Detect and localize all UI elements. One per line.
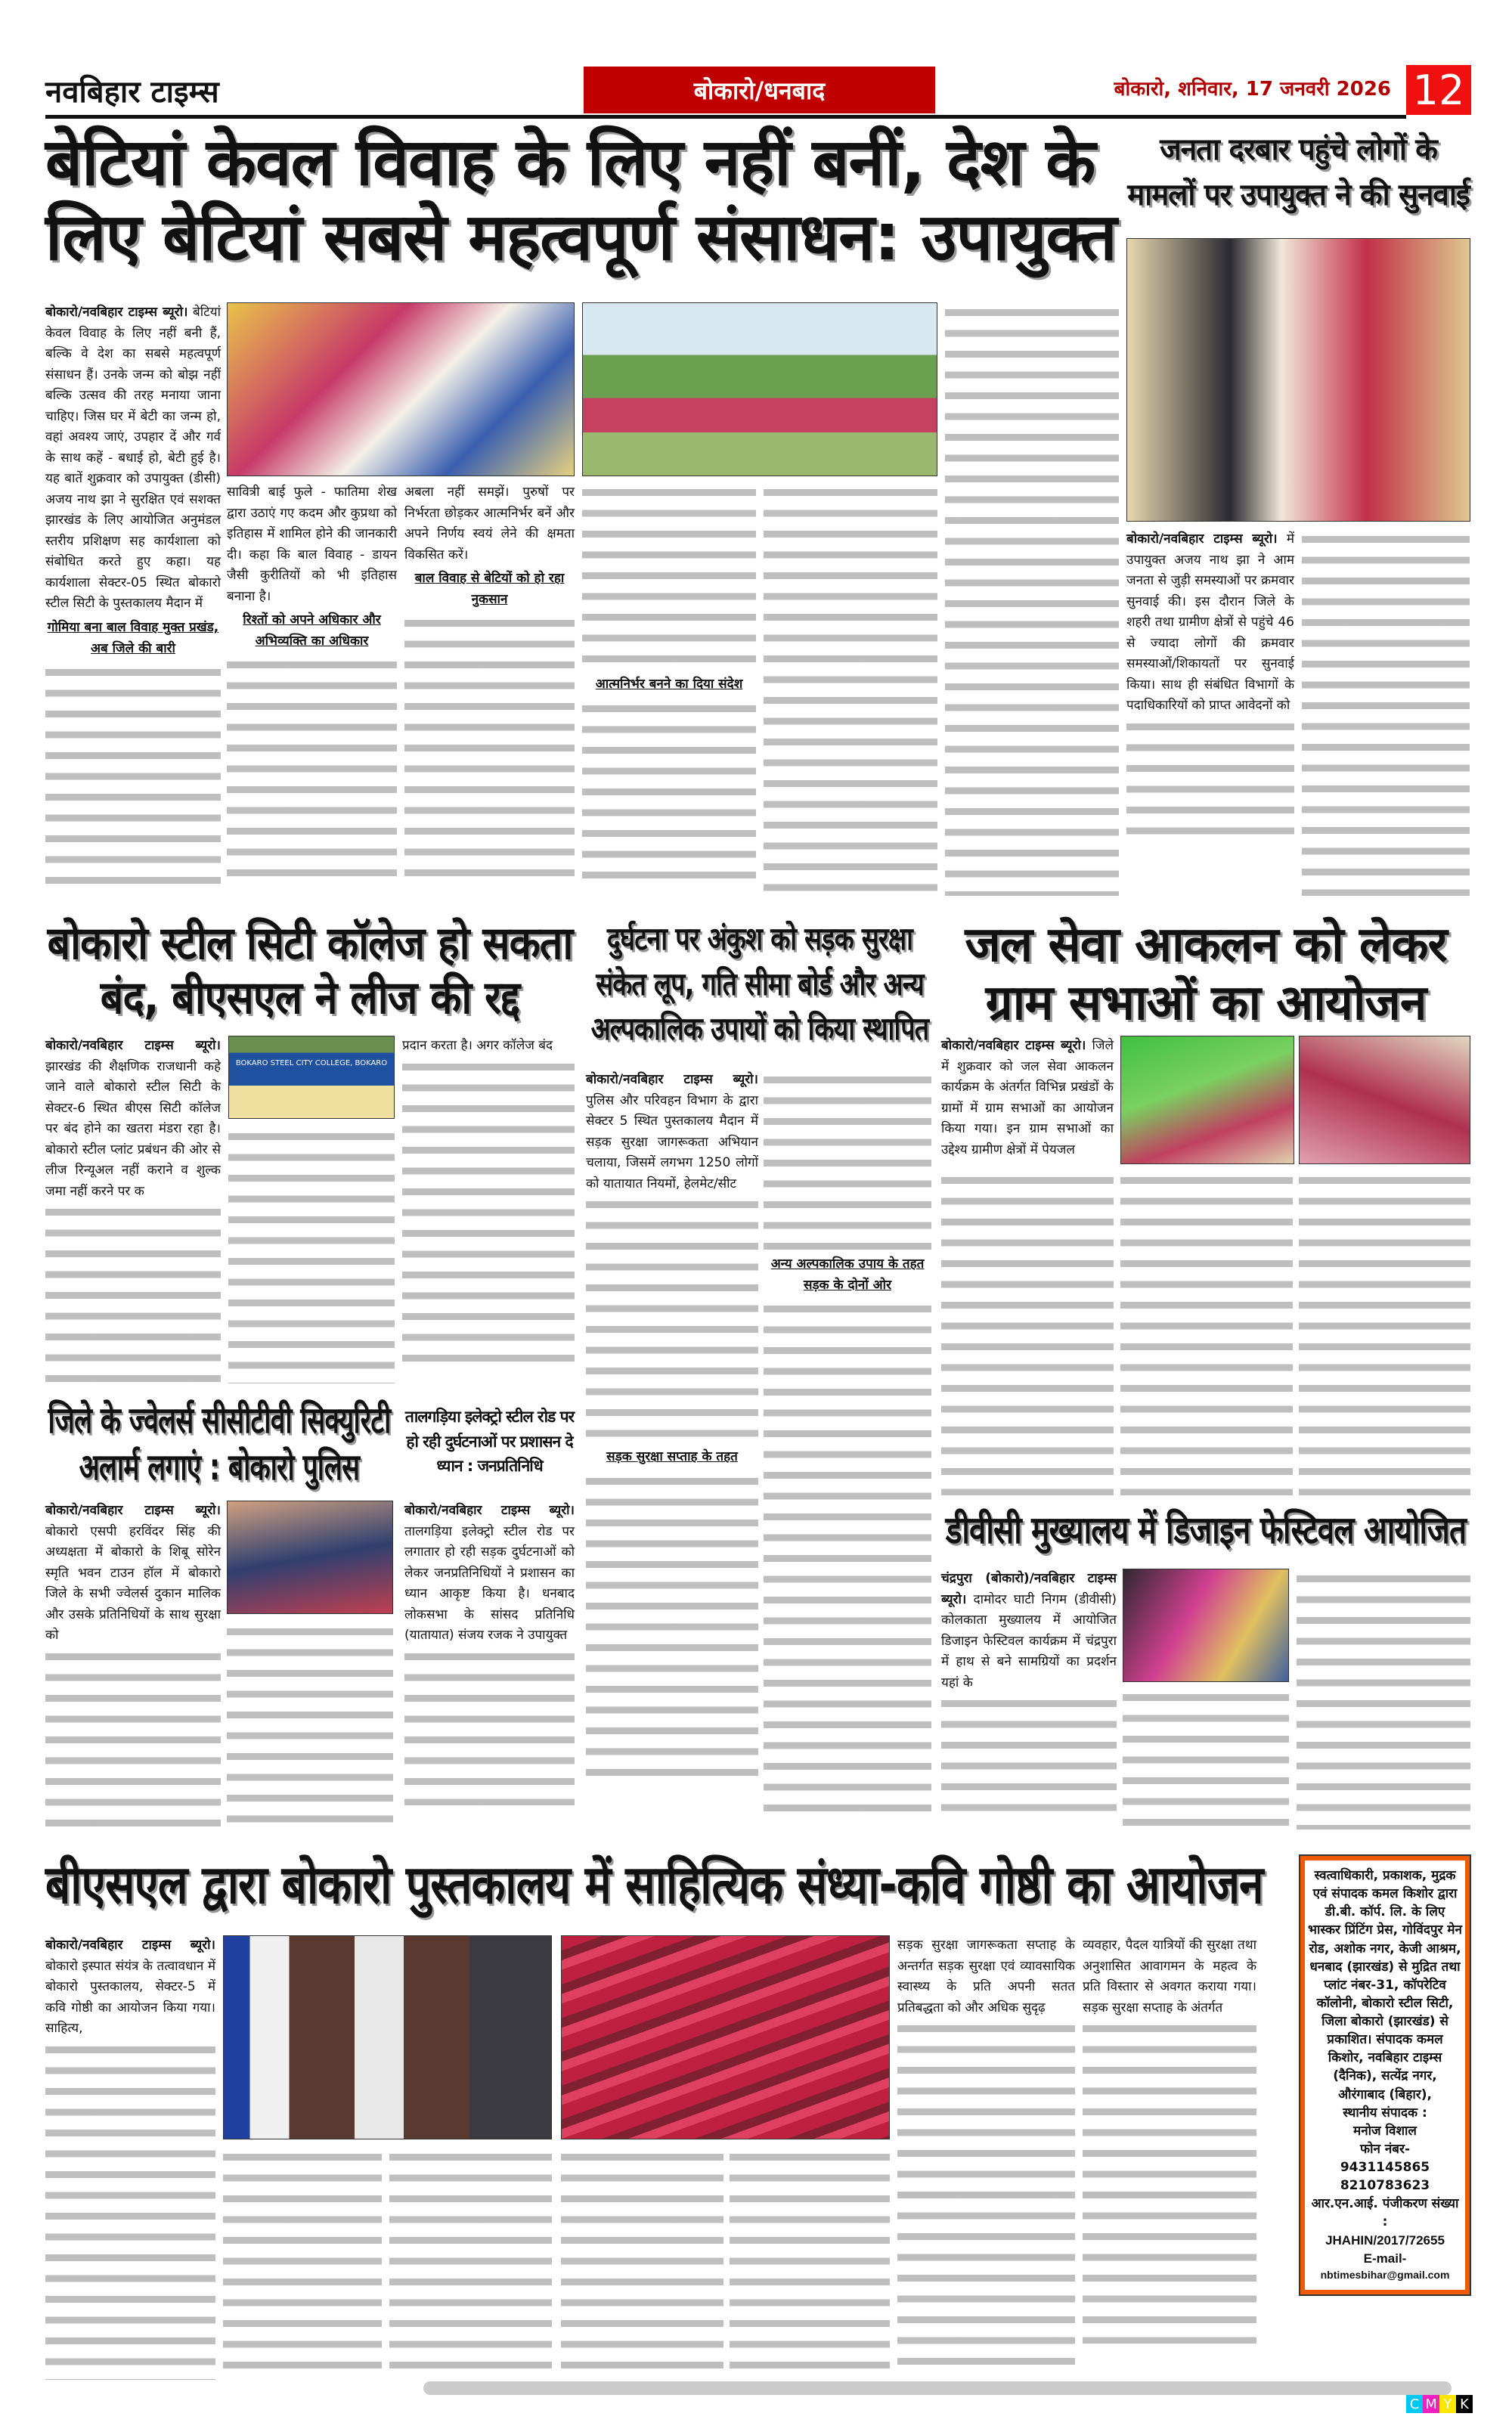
road-safety-column-2 bbox=[764, 1070, 931, 1829]
body-text-continuation bbox=[586, 1194, 758, 1444]
road-safety-week-text: व्यवहार, पैदल यात्रियों की सुरक्षा तथा अनुशासित आवागमन के महत्व के प्रति विस्तार से अवगत कराया गया। सड़क सुरक्षा सप्ताह के अंतर्गत bbox=[1083, 1938, 1256, 2015]
library-column-2 bbox=[223, 2147, 382, 2381]
body-text-continuation bbox=[941, 1693, 1117, 1814]
jal-seva-photo-2 bbox=[1299, 1036, 1470, 1164]
talgadia-story bbox=[404, 1501, 575, 1829]
library-column-5 bbox=[730, 2147, 890, 2381]
dateline: बोकारो/नवबिहार टाइम्स ब्यूरो। bbox=[404, 1503, 575, 1518]
jal-seva-headline: जल सेवा आकलन को लेकर ग्राम सभाओं का आयोजन bbox=[965, 917, 1447, 1031]
lead-story-text: बेटियां केवल विवाह के लिए नहीं बनी हैं, बल्कि वे देश का सबसे महत्वपूर्ण संसाधन हैं। उनके जन्म को बोझ नहीं बल्कि उत्सव की तरह मनाया जाना चाहिए। जिस घर में बेटी का जन्म हो, वहां अवश्य जाएं, उपहार दें और गर्व के साथ कहें - बधाई हो, बेटी हुई है। यह बातें शुक्रवार को उपायुक्त (डीसी) अजय नाथ झा ने सुरक्षित एवं सशक्त झारखंड के लिए आयोजित अनुमंडल स्तरीय प्रशिक्षण सह कार्यशाला को संबोधित करते हुए कहा। यह कार्यशाला सेक्टर-05 स्थित बोकारो स्टील सिटी के पुस्तकालय मैदान में bbox=[45, 305, 221, 612]
jewellers-meeting-photo bbox=[227, 1501, 393, 1614]
body-text-continuation bbox=[402, 1057, 575, 1374]
dateline: बोकारो/नवबिहार टाइम्स ब्यूरो। bbox=[45, 1938, 215, 1953]
library-column-4 bbox=[561, 2147, 723, 2381]
body-text-continuation bbox=[1126, 717, 1294, 845]
dateline: चंद्रपुरा (बोकारो)/नवबिहार टाइम्स ब्यूरो। bbox=[941, 1571, 1117, 1607]
jal-seva-text: जिले में शुक्रवार को जल सेवा आकलन कार्यक्रम के अंतर्गत विभिन्न प्रखंडों के ग्रामों में ग्राम सभाओं का आयोजन किया गया। इन ग्राम सभाओं का उद्देश्य ग्रामीण क्षेत्रों में पेयजल bbox=[941, 1038, 1114, 1157]
lead-story-column-5 bbox=[764, 482, 937, 896]
body-text-continuation bbox=[586, 1471, 758, 1789]
lead-headline: बेटियां केवल विवाह के लिए नहीं बनीं, देश के लिए बेटियां सबसे महत्वपूर्ण संसाधन: उपायुक्त bbox=[45, 125, 1117, 275]
phone-number: 9431145865 bbox=[1340, 2160, 1430, 2175]
jal-seva-column-1 bbox=[941, 1036, 1114, 1164]
body-text-continuation bbox=[404, 613, 575, 885]
library-column-1 bbox=[45, 1935, 215, 2381]
body-text-continuation bbox=[764, 1299, 931, 1820]
road-safety-week-column-2 bbox=[1083, 1935, 1256, 2381]
dvc-photo bbox=[1123, 1569, 1289, 1682]
road-safety-week-text: सड़क सुरक्षा जागरूकता सप्ताह के अन्तर्गत सड़क सुरक्षा एवं व्यावसायिक स्वास्थ्य के प्रति अपनी सतत प्रतिबद्धता को और अधिक सुदृढ़ bbox=[897, 1938, 1075, 2015]
college-text: प्रदान करता है। अगर कॉलेज बंद bbox=[402, 1038, 553, 1053]
dvc-text: दामोदर घाटी निगम (डीवीसी) कोलकाता मुख्यालय में आयोजित डिजाइन फेस्टिवल कार्यक्रम में चंद्रपुरा में हाथ से बने सामग्रियों का प्रदर्शन यहां के bbox=[941, 1591, 1117, 1690]
talgadia-text: तालगड़िया इलेक्ट्रो स्टील रोड पर लगातार हो रही सड़क दुर्घटनाओं को लेकर जनप्रतिनिधियों ने प्रशासन का ध्यान आकृष्ट किया है। धनबाद लोकसभा के सांसद प्रतिनिधि (यातायात) संजय रजक ने उपायुक्त bbox=[404, 1523, 575, 1644]
subhead: अन्य अल्पकालिक उपाय के तहत सड़क के दोनों ओर bbox=[770, 1256, 925, 1293]
dvc-headline: डीवीसी मुख्यालय में डिजाइन फेस्टिवल आयोजित bbox=[945, 1508, 1467, 1552]
janta-darbar-column-1 bbox=[1126, 529, 1294, 896]
jal-seva-column-2 bbox=[941, 1170, 1114, 1495]
jal-seva-column-4 bbox=[1299, 1170, 1470, 1495]
body-text-continuation bbox=[45, 2040, 215, 2380]
janta-darbar-photo bbox=[1126, 238, 1470, 522]
lead-story-column-3 bbox=[404, 482, 575, 896]
library-headline: बीएसएल द्वारा बोकारो पुस्तकालय में साहित्यिक संध्या-कवि गोष्ठी का आयोजन bbox=[45, 1854, 1263, 1916]
body-text-continuation bbox=[45, 662, 221, 896]
dateline: बोकारो/नवबिहार टाइम्स ब्यूरो। bbox=[45, 1503, 221, 1518]
jal-seva-column-3 bbox=[1120, 1170, 1293, 1495]
body-text-continuation bbox=[897, 2018, 1075, 2374]
jewellers-column-1 bbox=[45, 1501, 221, 1829]
library-photo-students bbox=[561, 1935, 890, 2139]
local-editor-label: स्थानीय संपादक : bbox=[1343, 2105, 1427, 2121]
phone-number: 8210783623 bbox=[1340, 2178, 1430, 2194]
body-text-continuation bbox=[764, 1070, 931, 1251]
college-column-2 bbox=[228, 1126, 395, 1383]
jewellers-headline: जिले के ज्वेलर्स सीसीटीवी सिक्युरिटी अलार्म लगाएं : बोकारो पुलिस bbox=[48, 1399, 391, 1489]
library-photo-poets bbox=[223, 1935, 552, 2139]
library-text: बोकारो इस्पात संयंत्र के तत्वावधान में बोकारो पुस्तकालय, सेक्टर-5 में कवि गोष्ठी का आयोजन किया गया। साहित्य, bbox=[45, 1958, 215, 2037]
cmyk-marks bbox=[1406, 2395, 1473, 2413]
talgadia-headline: तालगड़िया इलेक्ट्रो स्टील रोड पर हो रही दुर्घटनाओं पर प्रशासन दे ध्यान : जनप्रतिनिधि bbox=[404, 1408, 575, 1476]
registration-strip bbox=[423, 2381, 1452, 2395]
dvc-column-3 bbox=[1297, 1569, 1470, 1829]
section-label: बोकारो/धनबाद bbox=[584, 67, 935, 113]
road-safety-week-column-1 bbox=[897, 1935, 1075, 2381]
college-photo bbox=[228, 1036, 395, 1119]
jewellers-text: बोकारो एसपी हरविंदर सिंह की अध्यक्षता में बोकारो के शिबू सोरेन स्मृति भवन टाउन हॉल में बोकारो जिले के सभी ज्वेलर्स दुकान मालिक और उसके प्रतिनिधियों के साथ सुरक्षा को bbox=[45, 1523, 221, 1644]
lead-story-text: अबला नहीं समझें। पुरुषों पर निर्भरता छोड़कर आत्मनिर्भर बनें और अपने निर्णय स्वयं लेने की क्षमता विकसित करें। bbox=[404, 485, 575, 562]
lead-story-column-4 bbox=[582, 482, 756, 896]
janta-darbar-text: में उपायुक्त अजय नाथ झा ने आम जनता से जुड़ी समस्याओं पर क्रमवार सुनवाई की। इस दौरान जिले के शहरी तथा ग्रामीण क्षेत्रों से पहुंचे 46 से ज्यादा लोगों की क्रमवार समस्याओं/शिकायतों पर सुनवाई किया। साथ ही संबंधित विभागों के पदाधिकारियों को प्राप्त आवेदनों को bbox=[1126, 531, 1294, 714]
lead-story-column-1 bbox=[45, 302, 221, 896]
lead-photo-gathering bbox=[582, 302, 937, 476]
road-safety-column-1 bbox=[586, 1070, 758, 1829]
dateline: बोकारो/नवबिहार टाइम्स ब्यूरो। bbox=[45, 1038, 221, 1053]
rni-label: आर.एन.आई. पंजीकरण संख्या : bbox=[1311, 2196, 1459, 2230]
subhead: गोमिया बना बाल विवाह मुक्त प्रखंड, अब जिले की बारी bbox=[47, 619, 219, 656]
email-label: E-mail- bbox=[1363, 2251, 1407, 2266]
jewellers-column-2 bbox=[227, 1622, 393, 1829]
rni-number: JHAHIN/2017/72655 bbox=[1325, 2232, 1445, 2248]
college-text: झारखंड की शैक्षणिक राजधानी कहे जाने वाले बोकारो स्टील सिटी के सेक्टर-6 स्थित बीएस सिटी कॉलेज पर बंद होने का खतरा मंडरा रहा है। बोकारो स्टील प्लांट प्रबंधन की ओर से लीज रिन्यूअल नहीं कराने व शुल्क जमा नहीं करने पर क bbox=[45, 1058, 221, 1199]
body-text-continuation bbox=[45, 1202, 221, 1383]
dateline: बोकारो/नवबिहार टाइम्स ब्यूरो। bbox=[941, 1038, 1086, 1053]
magenta-mark: M bbox=[1423, 2395, 1439, 2413]
dateline: बोकारो/नवबिहार टाइम्स ब्यूरो। bbox=[45, 305, 188, 320]
dateline: बोकारो/नवबिहार टाइम्स ब्यूरो। bbox=[586, 1072, 758, 1087]
imprint-text: स्वत्वाधिकारी, प्रकाशक, मुद्रक एवं संपादक कमल किशोर द्वारा डी.बी. कॉर्प. लि. के लिए भास्कर प्रिंटिंग प्रेस, गोविंदपुर मेन रोड, अशोक नगर, केजी आश्रम, धनबाद (झारखंड) से मुद्रित तथा प्लांट नंबर-31, कॉपरेटिव कॉलोनी, बोकारो स्टील सिटी, जिला बोकारो (झारखंड) से प्रकाशित। संपादक कमल किशोर, नवबिहार टाइम्स (दैनिक), सत्येंद्र नगर, औरंगाबाद (बिहार), bbox=[1308, 1868, 1462, 2102]
black-mark: K bbox=[1456, 2395, 1473, 2413]
dateline: बोकारो/नवबिहार टाइम्स ब्यूरो। bbox=[1126, 531, 1278, 547]
body-text-continuation bbox=[1083, 2018, 1256, 2344]
page-number: 12 bbox=[1406, 65, 1471, 115]
lead-story-column-6 bbox=[945, 302, 1119, 896]
yellow-mark: Y bbox=[1439, 2395, 1456, 2413]
dvc-column-1 bbox=[941, 1569, 1117, 1829]
subhead: आत्मनिर्भर बनने का दिया संदेश bbox=[595, 677, 743, 692]
local-editor-name: मनोज विशाल bbox=[1353, 2123, 1417, 2139]
road-safety-headline: दुर्घटना पर अंकुश को सड़क सुरक्षा संकेत लूप, गति सीमा बोर्ड और अन्य अल्पकालिक उपायों को किया स्थापित bbox=[590, 920, 929, 1048]
college-sign-text: BOKARO STEEL CITY COLLEGE, BOKARO bbox=[235, 1059, 388, 1067]
lead-story-column-2 bbox=[227, 482, 397, 896]
lead-story-text: सावित्री बाई फुले - फातिमा शेख द्वारा उठाएं गए कदम और कुप्रथा को इतिहास में शामिल होने की जानकारी दी। कहा कि बाल विवाह - डायन जैसी कुरीतियों को भी इतिहास बनाना है। bbox=[227, 485, 397, 604]
phone-label: फोन नंबर- bbox=[1359, 2141, 1410, 2157]
email-address: nbtimesbihar@gmail.com bbox=[1320, 2268, 1450, 2281]
library-column-3 bbox=[389, 2147, 552, 2381]
jal-seva-photo-1 bbox=[1120, 1036, 1294, 1164]
cyan-mark: C bbox=[1406, 2395, 1423, 2413]
body-text-continuation bbox=[404, 1647, 575, 1805]
college-headline: बोकारो स्टील सिटी कॉलेज हो सकता बंद, बीएसएल ने लीज की रद्द bbox=[47, 917, 573, 1024]
body-text-continuation bbox=[227, 655, 397, 881]
body-text-continuation bbox=[45, 1647, 221, 1829]
college-column-1 bbox=[45, 1036, 221, 1383]
body-text-continuation bbox=[582, 482, 756, 671]
janta-darbar-headline: जनता दरबार पहुंचे लोगों के मामलों पर उपायुक्त ने की सुनवाई bbox=[1127, 132, 1470, 212]
imprint-box bbox=[1300, 1856, 1470, 2294]
body-text-continuation bbox=[582, 699, 756, 880]
lead-photo-dignitaries bbox=[227, 302, 575, 476]
masthead-rule bbox=[45, 115, 1406, 119]
janta-darbar-column-2 bbox=[1302, 529, 1470, 896]
subhead: बाल विवाह से बेटियों को हो रहा नुकसान bbox=[414, 571, 565, 607]
subhead: सड़क सुरक्षा सप्ताह के तहत bbox=[606, 1449, 738, 1465]
issue-date: बोकारो, शनिवार, 17 जनवरी 2026 bbox=[1114, 78, 1391, 101]
road-safety-text: पुलिस और परिवहन विभाग के द्वारा सेक्टर 5 स्थित पुस्तकालय मैदान में सड़क सुरक्षा जागरूकता अभियान चलाया, जिसमें लगभग 1250 लोगों को यातायात नियमों, हेलमेट/सीट bbox=[586, 1092, 758, 1191]
subhead: रिश्तों को अपने अधिकार और अभिव्यक्ति का अधिकार bbox=[243, 612, 381, 649]
dvc-column-2 bbox=[1123, 1687, 1289, 1829]
newspaper-name: नवबिहार टाइम्स bbox=[45, 75, 219, 110]
college-column-3 bbox=[402, 1036, 575, 1383]
